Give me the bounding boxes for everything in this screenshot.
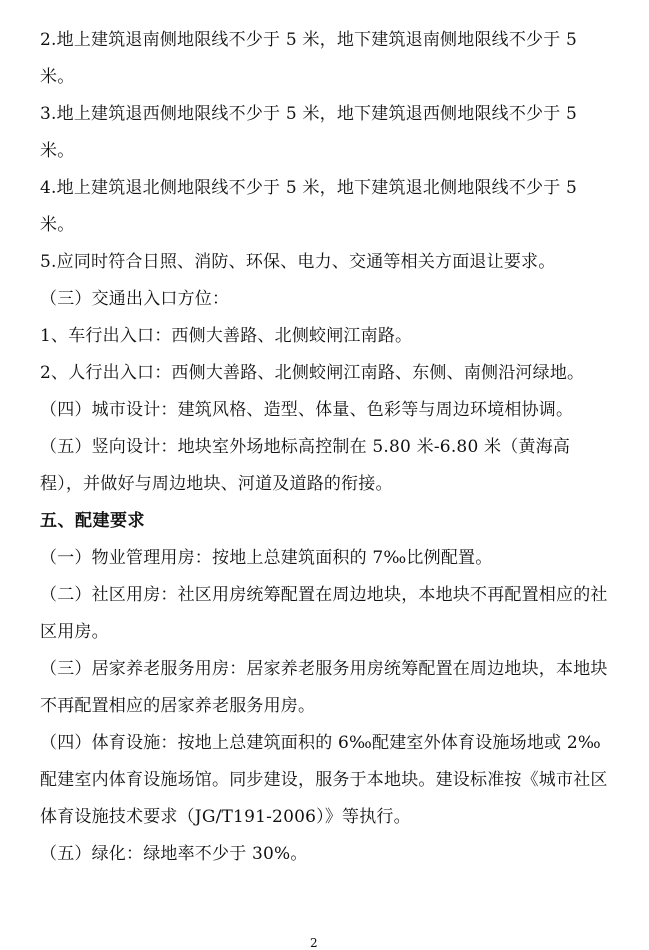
document-page — [40, 22, 610, 873]
setback-south: 2.地上建筑退南侧地限线不少于 5 米，地下建筑退南侧地限线不少于 5 米。 — [40, 30, 578, 87]
section-heading: 五、配建要求 — [40, 511, 145, 531]
vertical-design: （五）竖向设计：地块室外场地标高控制在 5.80 米-6.80 米（黄海高程），并做好与周边地块、河道及道路的衔接。 — [40, 437, 571, 494]
greening: （五）绿化：绿地率不少于 30%。 — [40, 844, 308, 864]
setback-other-requirements: 5.应同时符合日照、消防、环保、电力、交通等相关方面退让要求。 — [40, 252, 556, 272]
elderly-care-room: （三）居家养老服务用房：居家养老服务用房统筹配置在周边地块，本地块不再配置相应的居家养老服务用房。 — [40, 659, 608, 716]
setback-north: 4.地上建筑退北侧地限线不少于 5 米，地下建筑退北侧地限线不少于 5 米。 — [40, 178, 578, 235]
sports-facilities: （四）体育设施：按地上总建筑面积的 6‰配建室外体育设施场地或 2‰配建室内体育设施场馆。同步建设，服务于本地块。建设标准按《城市社区体育设施技术要求（JG/T191-2006）》等执行。 — [40, 733, 608, 827]
pedestrian-entrance: 2、人行出入口：西侧大善路、北侧蛟闸江南路、东侧、南侧沿河绿地。 — [40, 363, 585, 383]
property-management-room: （一）物业管理用房：按地上总建筑面积的 7‰比例配置。 — [40, 548, 493, 568]
vehicle-entrance: 1、车行出入口：西侧大善路、北侧蛟闸江南路。 — [40, 326, 413, 346]
setback-west: 3.地上建筑退西侧地限线不少于 5 米，地下建筑退西侧地限线不少于 5 米。 — [40, 104, 578, 161]
traffic-entrance-title: （三）交通出入口方位： — [40, 289, 230, 309]
urban-design: （四）城市设计：建筑风格、造型、体量、色彩等与周边环境相协调。 — [40, 400, 574, 420]
page-number: 2 — [310, 936, 318, 950]
community-room: （二）社区用房：社区用房统筹配置在周边地块，本地块不再配置相应的社区用房。 — [40, 585, 608, 642]
